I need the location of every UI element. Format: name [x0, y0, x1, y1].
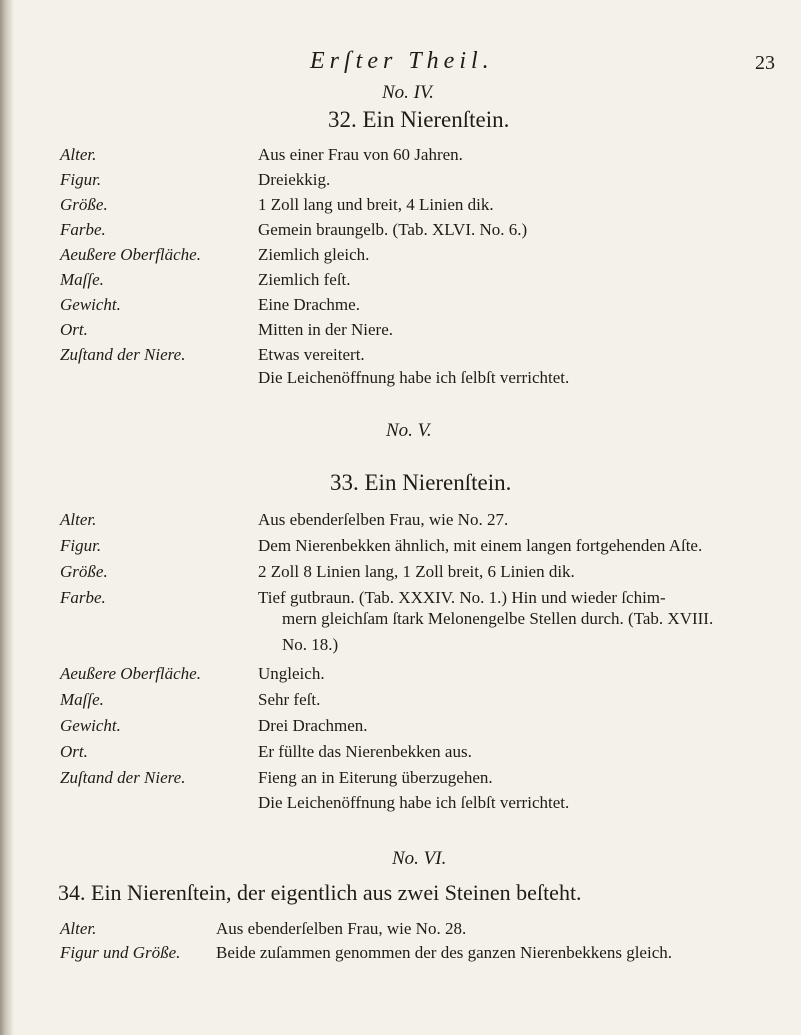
row-value: Er füllte das Nierenbekken aus. — [258, 742, 472, 761]
entry-title: 33. Ein Nierenſtein. — [330, 470, 512, 495]
row-label: Gewicht. — [60, 295, 121, 314]
row-value: Ziemlich gleich. — [258, 245, 370, 264]
row-value: Ziemlich feſt. — [258, 270, 351, 289]
entry-number: No. IV. — [382, 82, 434, 103]
table-row — [0, 507, 801, 533]
entry-title: 32. Ein Nierenſtein. — [328, 107, 510, 132]
row-label: Maſſe. — [60, 270, 104, 289]
running-head — [0, 40, 801, 80]
row-value: Aus ebenderſelben Frau, wie No. 27. — [258, 510, 509, 529]
row-value-continuation: No. 18.) — [282, 635, 339, 654]
row-value: Aus einer Frau von 60 Jahren. — [258, 145, 463, 164]
row-label: Alter. — [60, 145, 97, 164]
row-value: Sehr feſt. — [258, 690, 321, 709]
table-row — [0, 765, 801, 791]
row-label: Aeußere Oberfläche. — [60, 664, 201, 683]
row-value: Dem Nierenbekken ähnlich, mit einem langen fortgehenden Aſte. — [258, 536, 703, 555]
table-row — [0, 940, 801, 966]
table-row — [0, 342, 801, 368]
table-row — [0, 661, 801, 687]
row-value: Beide zuſammen genommen der des ganzen Nierenbekkens gleich. — [216, 943, 672, 962]
row-value: Gemein braungelb. (Tab. XLVI. No. 6.) — [258, 220, 528, 239]
entry-title: 34. Ein Nierenſtein, der eigentlich aus zwei Steinen beſteht. — [58, 880, 582, 905]
table-row — [0, 713, 801, 739]
table-row — [0, 585, 801, 611]
table-row — [0, 292, 801, 318]
row-value: Aus ebenderſelben Frau, wie No. 28. — [216, 919, 467, 938]
page-number: 23 — [755, 52, 775, 74]
row-value: Fieng an in Eiterung überzugehen. — [258, 768, 493, 787]
row-value: Ungleich. — [258, 664, 325, 683]
table-row — [0, 267, 801, 293]
row-label: Größe. — [60, 195, 108, 214]
entry-number: No. V. — [386, 420, 432, 441]
row-label: Alter. — [60, 510, 97, 529]
row-value: 2 Zoll 8 Linien lang, 1 Zoll breit, 6 Linien dik. — [258, 562, 575, 581]
row-value: 1 Zoll lang und breit, 4 Linien dik. — [258, 195, 494, 214]
row-value-continuation: mern gleichſam ſtark Melonengelbe Stellen durch. (Tab. XVIII. — [282, 609, 714, 628]
row-value: Drei Drachmen. — [258, 716, 368, 735]
row-label: Zuſtand der Niere. — [60, 768, 186, 787]
table-row — [0, 242, 801, 268]
row-value: Dreiekkig. — [258, 170, 331, 189]
table-row — [0, 559, 801, 585]
row-label: Aeußere Oberfläche. — [60, 245, 201, 264]
table-row — [0, 217, 801, 243]
running-title: Erſter Theil. — [310, 48, 494, 74]
row-label: Figur. — [60, 536, 102, 555]
entry-number: No. VI. — [392, 848, 447, 869]
row-value: Eine Drachme. — [258, 295, 360, 314]
row-label: Farbe. — [60, 588, 106, 607]
row-label: Figur und Größe. — [60, 943, 181, 962]
table-row — [0, 739, 801, 765]
row-label: Ort. — [60, 742, 88, 761]
table-row — [0, 167, 801, 193]
row-label: Farbe. — [60, 220, 106, 239]
table-row — [0, 317, 801, 343]
row-value: Mitten in der Niere. — [258, 320, 394, 339]
row-label: Zuſtand der Niere. — [60, 345, 186, 364]
row-label: Größe. — [60, 562, 108, 581]
row-label: Ort. — [60, 320, 88, 339]
entry-note: Die Leichenöffnung habe ich ſelbſt verrichtet. — [258, 368, 570, 387]
row-label: Maſſe. — [60, 690, 104, 709]
table-row — [0, 916, 801, 942]
table-row — [0, 192, 801, 218]
row-value: Etwas vereitert. — [258, 345, 365, 364]
table-row — [0, 142, 801, 168]
row-label: Figur. — [60, 170, 102, 189]
row-label: Gewicht. — [60, 716, 121, 735]
row-value: Tief gutbraun. (Tab. XXXIV. No. 1.) Hin und wieder ſchim- — [258, 588, 666, 607]
table-row — [0, 687, 801, 713]
table-row — [0, 533, 801, 559]
entry-note: Die Leichenöffnung habe ich ſelbſt verrichtet. — [258, 793, 570, 812]
row-label: Alter. — [60, 919, 97, 938]
